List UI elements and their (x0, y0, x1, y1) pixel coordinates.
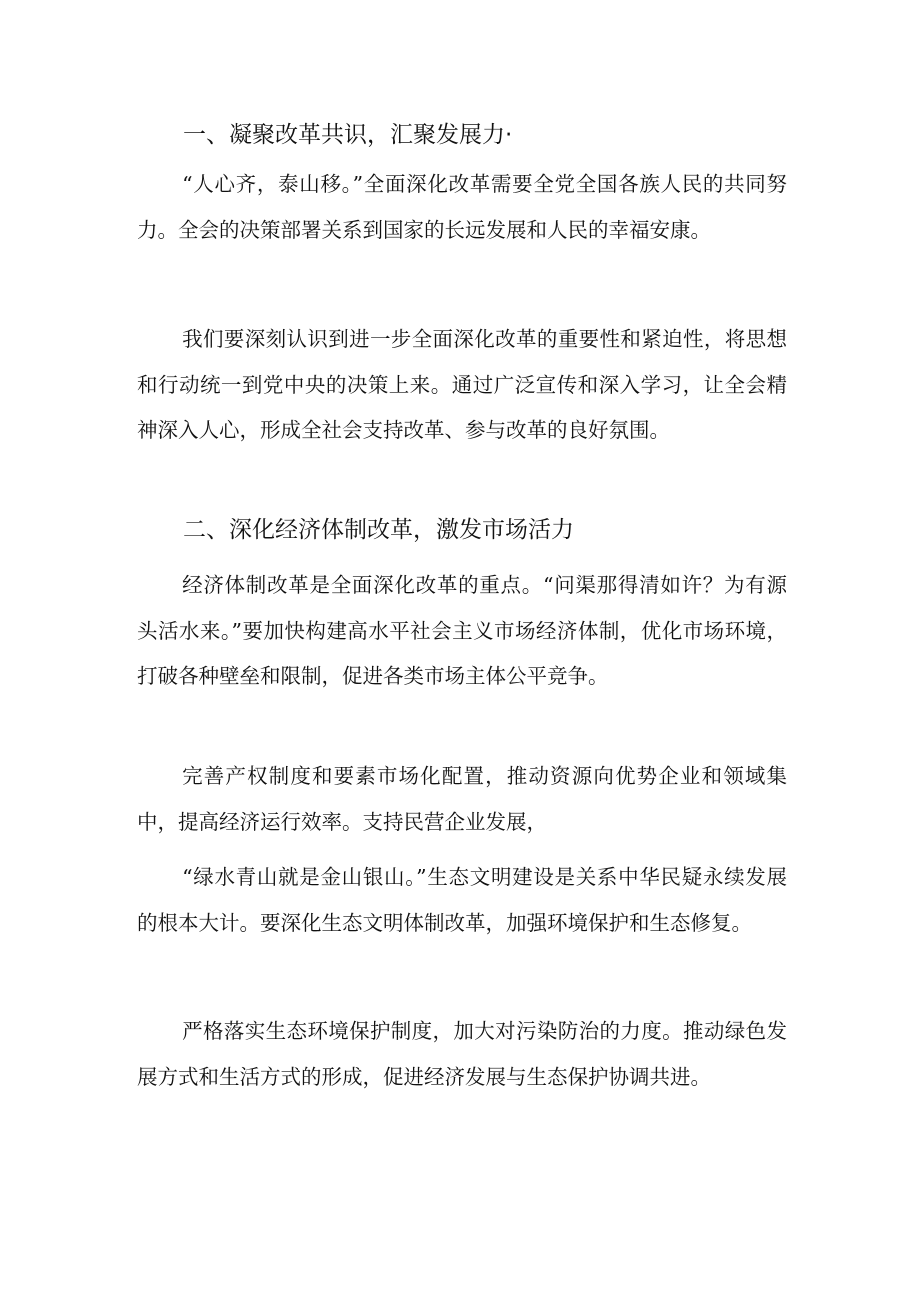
section-heading-1: 一、凝聚改革共识，汇聚发展力· (183, 122, 513, 148)
paragraph: 完善产权制度和要素市场化配置，推动资源向优势企业和领域集中，提高经济运行效率。支持民营企业发展， (137, 764, 787, 834)
paragraph: 严格落实生态环境保护制度，加大对污染防治的力度。推动绿色发展方式和生活方式的形成，促进经济发展与生态保护协调共进。 (137, 1019, 787, 1089)
section-heading-2: 二、深化经济体制改革，激发市场活力 (183, 517, 574, 543)
paragraph: “人心齐，泰山移。”全面深化改革需要全党全国各族人民的共同努力。全会的决策部署关系到国家的长远发展和人民的幸福安康。 (137, 172, 787, 242)
paragraph: “绿水青山就是金山银山。”生态文明建设是关系中华民疑永续发展的根本大计。要深化生态文明体制改革，加强环境保护和生态修复。 (137, 865, 787, 935)
paragraph: 我们要深刻认识到进一步全面深化改革的重要性和紧迫性，将思想和行动统一到党中央的决策上来。通过广泛宣传和深入学习，让全会精神深入人心，形成全社会支持改革、参与改革的良好氛围。 (137, 327, 787, 442)
paragraph: 经济体制改革是全面深化改革的重点。“问渠那得清如许？为有源头活水来。”要加快构建高水平社会主义市场经济体制，优化市场环境，打破各种壁垒和限制，促进各类市场主体公平竞争。 (137, 573, 787, 688)
